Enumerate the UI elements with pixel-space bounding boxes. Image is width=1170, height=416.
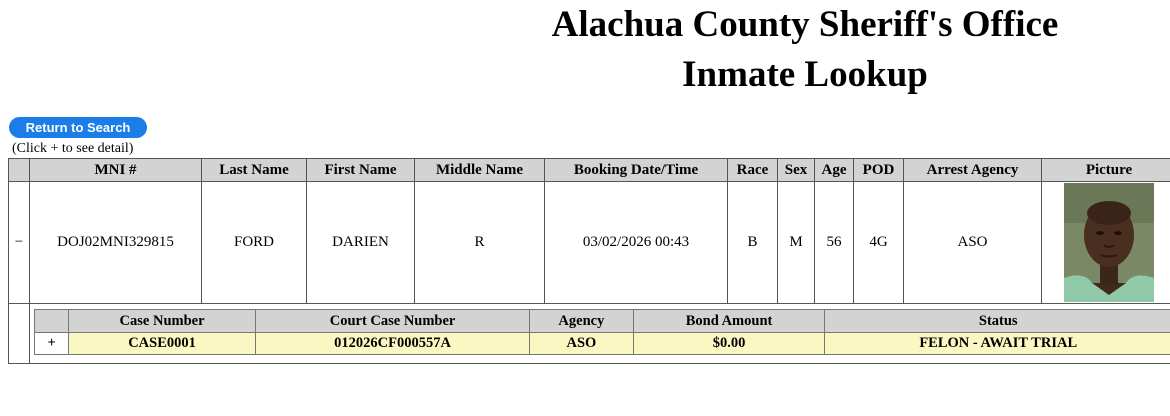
header-picture: Picture [1042, 159, 1170, 182]
case-detail-cell [30, 304, 1170, 364]
header-middle-name: Middle Name [415, 159, 545, 182]
picture-cell [1042, 182, 1170, 304]
sex-cell: M [778, 182, 815, 304]
case-header-case-number: Case Number [69, 310, 256, 333]
mni-cell: DOJ02MNI329815 [30, 182, 202, 304]
case-header-bond-amount: Bond Amount [633, 310, 825, 333]
table-header-row [9, 159, 1170, 182]
case-header-court-case-number: Court Case Number [255, 310, 529, 333]
header-sex: Sex [778, 159, 815, 182]
case-table [34, 309, 1170, 355]
header-toggle [9, 159, 30, 182]
last-name-cell: FORD [202, 182, 307, 304]
booking-cell: 03/02/2026 00:43 [545, 182, 728, 304]
header-arrest-agency: Arrest Agency [904, 159, 1042, 182]
header-booking: Booking Date/Time [545, 159, 728, 182]
header-mni: MNI # [30, 159, 202, 182]
case-agency-cell: ASO [530, 333, 633, 355]
header-last-name: Last Name [202, 159, 307, 182]
middle-name-cell: R [415, 182, 545, 304]
bond-amount-cell: $0.00 [633, 333, 825, 355]
case-header-agency: Agency [530, 310, 633, 333]
status-cell: FELON - AWAIT TRIAL [825, 333, 1170, 355]
pod-cell: 4G [854, 182, 904, 304]
race-cell: B [728, 182, 778, 304]
return-to-search-button[interactable]: Return to Search [9, 117, 147, 138]
page-title-line1: Alachua County Sheriff's Office [551, 4, 1059, 45]
mugshot-photo[interactable] [1064, 183, 1154, 302]
header-race: Race [728, 159, 778, 182]
court-case-number-cell: 012026CF000557A [255, 333, 529, 355]
case-header-toggle [35, 310, 69, 333]
inmate-table [8, 158, 1170, 364]
detail-spacer [9, 304, 30, 364]
case-header-row [35, 310, 1170, 333]
case-number-cell: CASE0001 [69, 333, 256, 355]
age-cell: 56 [815, 182, 854, 304]
arrest-agency-cell: ASO [904, 182, 1042, 304]
header-pod: POD [854, 159, 904, 182]
case-row [35, 333, 1170, 355]
header-age: Age [815, 159, 854, 182]
first-name-cell: DARIEN [307, 182, 415, 304]
page-title [440, 0, 1170, 100]
header-first-name: First Name [307, 159, 415, 182]
collapse-toggle[interactable]: − [9, 182, 30, 304]
table-row [9, 182, 1170, 304]
detail-row [9, 304, 1170, 364]
page-title-line2: Inmate Lookup [682, 54, 928, 95]
expand-case-toggle[interactable]: + [35, 333, 69, 355]
case-header-status: Status [825, 310, 1170, 333]
click-hint: (Click + to see detail) [12, 141, 134, 156]
